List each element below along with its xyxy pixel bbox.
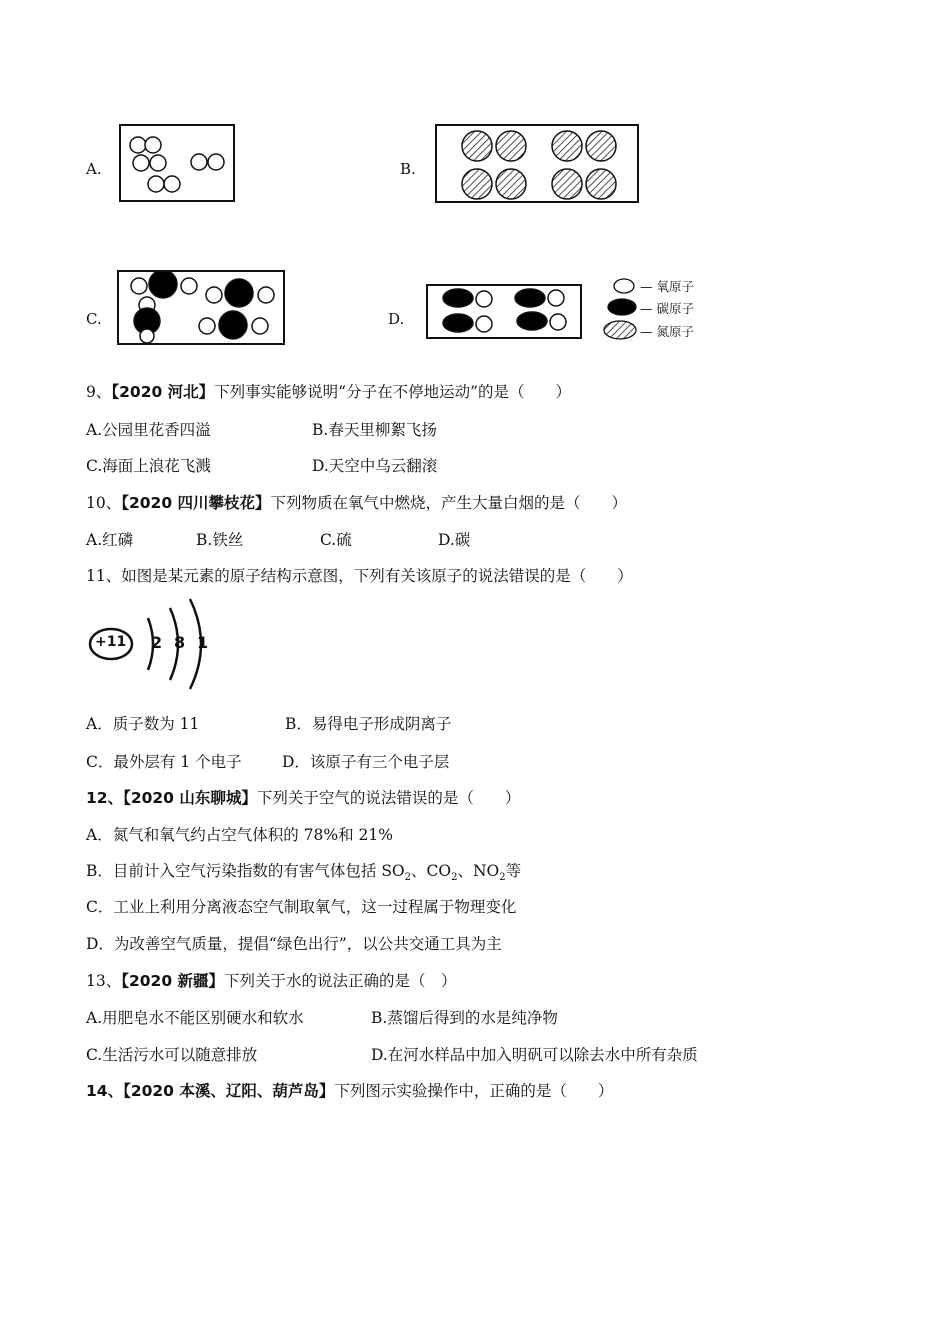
- atom-structure-diagram: [86, 596, 216, 692]
- question-12: [86, 788, 520, 808]
- subscript: 2: [451, 872, 458, 884]
- question-stem: 下列图示实验操作中，正确的是（ ）: [334, 1082, 614, 1100]
- q9-option-c: C.海面上浪花飞溅: [86, 457, 211, 475]
- legend-item-oxygen: [600, 276, 740, 296]
- option-text: 、NO: [457, 862, 500, 880]
- legend-label: — 碳原子: [640, 301, 694, 316]
- diagram-a-box: [119, 124, 235, 202]
- question-10: [86, 493, 627, 513]
- question-13: [86, 971, 457, 991]
- diagram-d-molecules: [428, 286, 584, 341]
- q11-option-d: D．该原子有三个电子层: [282, 753, 450, 771]
- question-number: 11、: [86, 567, 122, 585]
- question-number: 10、: [86, 494, 122, 512]
- q11-option-c: C．最外层有 1 个电子: [86, 753, 242, 771]
- diagram-a-molecules: [121, 126, 237, 204]
- question-number: 9、: [86, 383, 112, 401]
- question-stem: 下列关于空气的说法错误的是（ ）: [256, 789, 521, 807]
- option-text: 、CO: [411, 862, 452, 880]
- q12-option-c: C．工业上利用分离液态空气制取氧气，这一过程属于物理变化: [86, 898, 517, 916]
- q10-option-d: D.碳: [438, 531, 471, 549]
- question-14: [86, 1081, 613, 1101]
- question-number: 13、: [86, 972, 122, 990]
- diagram-d-box: [426, 284, 582, 339]
- question-source: 【2020 河北】: [111, 383, 215, 401]
- legend-label: — 氧原子: [640, 279, 694, 294]
- q9-option-d: D.天空中乌云翻滚: [312, 457, 438, 475]
- q13-option-a: A.用肥皂水不能区别硬水和软水: [86, 1009, 304, 1027]
- q9-option-b: B.春天里柳絮飞扬: [312, 421, 437, 439]
- legend-item-nitrogen: [600, 319, 740, 343]
- question-source: 【2020 本溪、辽阳、葫芦岛】: [123, 1082, 335, 1100]
- legend-item-carbon: [600, 297, 740, 319]
- question-11: [86, 566, 633, 586]
- q10-option-c: C.硫: [320, 531, 352, 549]
- q12-option-a: A．氮气和氧气约占空气体积的 78%和 21%: [86, 826, 393, 844]
- option-a-label: A.: [86, 160, 102, 178]
- option-text: 等: [505, 862, 522, 880]
- diagram-b-molecules: [437, 126, 641, 205]
- shell-2-electrons: 8: [174, 633, 186, 652]
- q12-option-d: D．为改善空气质量，提倡“绿色出行”，以公共交通工具为主: [86, 935, 502, 953]
- question-number: 12、: [86, 789, 124, 807]
- q11-option-b: B．易得电子形成阴离子: [285, 715, 452, 733]
- question-stem: 下列事实能够说明“分子在不停地运动”的是（ ）: [214, 383, 572, 401]
- white-circle-icon: [600, 277, 638, 295]
- diagram-b-box: [435, 124, 639, 203]
- q11-option-a: A．质子数为 11: [86, 715, 200, 733]
- question-stem: 下列物质在氧气中燃烧，产生大量白烟的是（ ）: [270, 494, 628, 512]
- option-text: B．目前计入空气污染指数的有害气体包括 SO: [86, 862, 405, 880]
- q12-option-b: [86, 861, 521, 888]
- diagram-c-molecules: [119, 272, 287, 347]
- question-stem: 下列关于水的说法正确的是（ ）: [224, 972, 457, 990]
- black-circle-icon: [600, 297, 638, 317]
- option-c-label: C.: [86, 310, 102, 328]
- q10-option-b: B.铁丝: [196, 531, 244, 549]
- q9-option-a: A.公园里花香四溢: [86, 421, 211, 439]
- legend-label: — 氮原子: [640, 324, 694, 339]
- q13-option-b: B.蒸馏后得到的水是纯净物: [371, 1009, 558, 1027]
- q13-option-d: D.在河水样品中加入明矾可以除去水中所有杂质: [371, 1046, 698, 1064]
- option-d-label: D.: [388, 310, 405, 328]
- diagram-c-box: [117, 270, 285, 345]
- subscript: 2: [404, 872, 412, 884]
- q10-option-a: A.红磷: [86, 531, 134, 549]
- shell-1-electrons: 2: [151, 633, 163, 652]
- question-stem: 如图是某元素的原子结构示意图，下列有关该原子的说法错误的是（ ）: [121, 567, 633, 585]
- question-source: 【2020 新疆】: [121, 972, 225, 990]
- diagram-legend: [600, 276, 740, 346]
- question-source: 【2020 山东聊城】: [123, 789, 257, 807]
- question-number: 14、: [86, 1082, 124, 1100]
- option-b-label: B.: [400, 160, 416, 178]
- subscript: 2: [499, 872, 506, 884]
- question-9: [86, 382, 571, 402]
- q13-option-c: C.生活污水可以随意排放: [86, 1046, 258, 1064]
- shell-3-electrons: 1: [197, 633, 209, 652]
- question-source: 【2020 四川攀枝花】: [121, 494, 271, 512]
- nucleus-charge: +11: [95, 634, 127, 650]
- hatched-circle-icon: [600, 319, 638, 341]
